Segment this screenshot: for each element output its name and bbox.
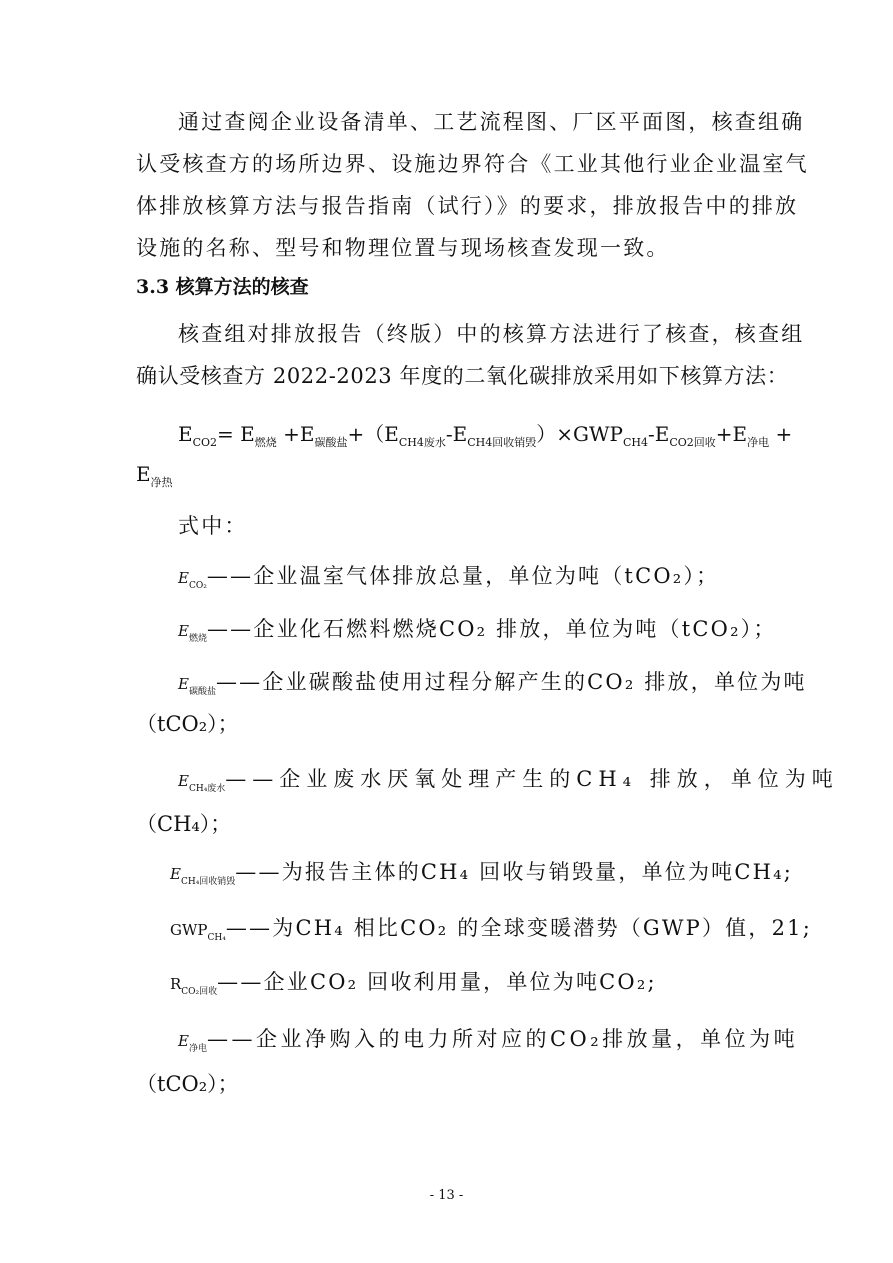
where-label: 式中： [178, 514, 248, 538]
page-number: - 13 - [429, 1188, 464, 1203]
def-e-ch4-wastewater: $E_{CH_4废水}——$企业废水厌氧处理产生的CH₄ 排放，单位为吨 [178, 767, 839, 794]
def-e-co2: $E_{CO_2}——$企业温室气体排放总量，单位为吨（tCO₂）； [178, 564, 720, 591]
def-e-ch4-wastewater-cont: （CH₄）； [136, 812, 232, 836]
def-e-net-electricity-cont: （tCO₂）； [136, 1072, 239, 1096]
def-e-combustion: $E_{燃烧}——$企业化石燃料燃烧CO₂ 排放，单位为吨（tCO₂）； [178, 617, 777, 644]
para2-line2: 确认受核查方 2022-2023 年度的二氧化碳排放采用如下核算方法： [136, 364, 789, 388]
para1-line3: 体排放核算方法与报告指南（试行）》的要求，排放报告中的排放 [136, 194, 799, 218]
def-e-carbonate: $E_{碳酸盐}——$企业碳酸盐使用过程分解产生的CO₂ 排放，单位为吨 [178, 670, 807, 697]
para1-line4: 设施的名称、型号和物理位置与现场核查发现一致。 [136, 236, 670, 260]
def-gwp-ch4: $GWP_{CH_4}——$为CH₄ 相比CO₂ 的全球变暖潜势（GWP）值，21; [170, 916, 812, 943]
section-heading: 3.3 核算方法的核查 [136, 276, 309, 298]
para1-line2: 认受核查方的场所边界、设施边界符合《工业其他行业企业温室气 [136, 152, 809, 176]
def-e-ch4-recovery: $E_{CH_4回收销毁}——$为报告主体的CH₄ 回收与销毁量，单位为吨CH₄; [170, 860, 794, 887]
def-e-net-electricity: $E_{净电}——$企业净购入的电力所对应的CO₂排放量，单位为吨 [178, 1027, 799, 1054]
formula: $E_{CO2}= E_{燃烧} +E_{碳酸盐}+(E_{CH4废水}-E_{CH4回收销毁})\times GWP_{CH4}-E_{CO2回收}+E_{净电}$ + [178, 422, 793, 449]
para2-line1: 核查组对排放报告（终版）中的核算方法进行了核查，核查组 [178, 322, 805, 346]
def-r-co2-recovery: $R_{CO_2回收}——$企业CO₂ 回收利用量，单位为吨CO₂; [170, 970, 657, 997]
def-e-carbonate-cont: （tCO₂）； [136, 712, 239, 736]
formula-line2: $E_{净热}$ [136, 462, 173, 489]
para1-line1: 通过查阅企业设备清单、工艺流程图、厂区平面图，核查组确 [178, 110, 805, 134]
